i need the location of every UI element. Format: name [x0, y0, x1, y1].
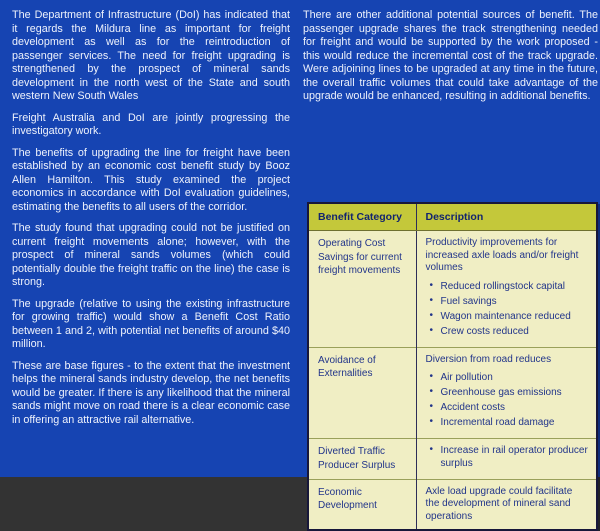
- benefit-table: [307, 202, 598, 531]
- table-row: [308, 231, 597, 348]
- bullet-item: • Increase in rail operator producer surplus: [428, 445, 589, 470]
- bullet-item: • Air pollution: [428, 372, 589, 385]
- description-cell: [416, 439, 597, 480]
- benefit-table-header: [308, 203, 597, 231]
- description-bullet-list: [426, 372, 589, 430]
- description-bullet-list: [426, 281, 589, 339]
- bullet-item: • Fuel savings: [428, 296, 589, 309]
- benefit-category-cell: Avoidance of Externalities: [308, 347, 416, 439]
- benefit-category-header: Benefit Category: [308, 203, 416, 231]
- description-cell: [416, 479, 597, 530]
- paragraph: The Department of Infrastructure (DoI) has indicated that it regards the Mildura line as important for freight development as well as for the reintroduction of passenger services. The need for freight upgrading is strengthened by the prospect of mineral sands development in the north west of the State and south western New South Wales: [12, 9, 290, 102]
- description-intro: Diversion from road reduces: [425, 353, 552, 365]
- benefit-category-cell: Operating Cost Savings for current freight movements: [308, 231, 416, 348]
- paragraph: The upgrade (relative to using the existing infrastructure for growing traffic) would show a Benefit Cost Ratio between 1 and 2, with potential net benefits of around $40 million.: [12, 297, 290, 350]
- description-cell: [416, 231, 597, 348]
- paragraph: The benefits of upgrading the line for freight have been established by an economic cost benefit study by Booz Allen Hamilton. This study examined the project economics in accordance with DoI evaluation guidelines, estimating the benefits to all users of the corridor.: [12, 146, 290, 213]
- benefit-category-cell: Economic Development: [308, 479, 416, 530]
- header-row: [308, 203, 597, 231]
- description-bullet-list: [426, 445, 589, 470]
- table-row: [308, 347, 597, 439]
- bullet-item: • Incremental road damage: [428, 417, 589, 430]
- bullet-item: • Crew costs reduced: [428, 326, 589, 339]
- paragraph: The study found that upgrading could not be justified on current freight movements alone; however, with the prospect of mineral sands volumes (which could potentially double the freight traffic on the line) the case is strong.: [12, 222, 290, 288]
- bullet-item: • Accident costs: [428, 402, 589, 415]
- right-text-column: [303, 9, 598, 104]
- paragraph: There are other additional potential sources of benefit. The passenger upgrade shares the track strengthening needed for freight and would be supported by the work proposed - this would reduce the incremental cost of the track upgrade. Were adjoining lines to be upgraded at any time in the future, the overall traffic volumes that could take advantage of the upgrade would be enhanced, resulting in additional benefits.: [303, 9, 598, 102]
- description-intro: Axle load upgrade could facilitate the development of mineral sand operations: [425, 485, 573, 522]
- paragraph: Freight Australia and DoI are jointly progressing the investigatory work.: [12, 111, 290, 137]
- table-row: [308, 439, 597, 480]
- table-row: [308, 479, 597, 530]
- bullet-item: • Reduced rollingstock capital: [428, 281, 589, 294]
- paragraph: These are base figures - to the extent that the investment helps the mineral sands industry develop, the net benefits would be greater. If there is any likelihood that the mineral sands might move on road there is a clear economic case in offering an attractive rail alternative.: [12, 359, 290, 426]
- description-intro: Productivity improvements for increased axle loads and/or freight volumes: [425, 237, 579, 273]
- left-text-column: [12, 9, 290, 435]
- bullet-item: • Wagon maintenance reduced: [428, 311, 589, 324]
- benefit-category-cell: Diverted Traffic Producer Surplus: [308, 439, 416, 480]
- description-cell: [416, 347, 597, 439]
- bullet-item: • Greenhouse gas emissions: [428, 387, 589, 400]
- description-header: Description: [416, 203, 597, 231]
